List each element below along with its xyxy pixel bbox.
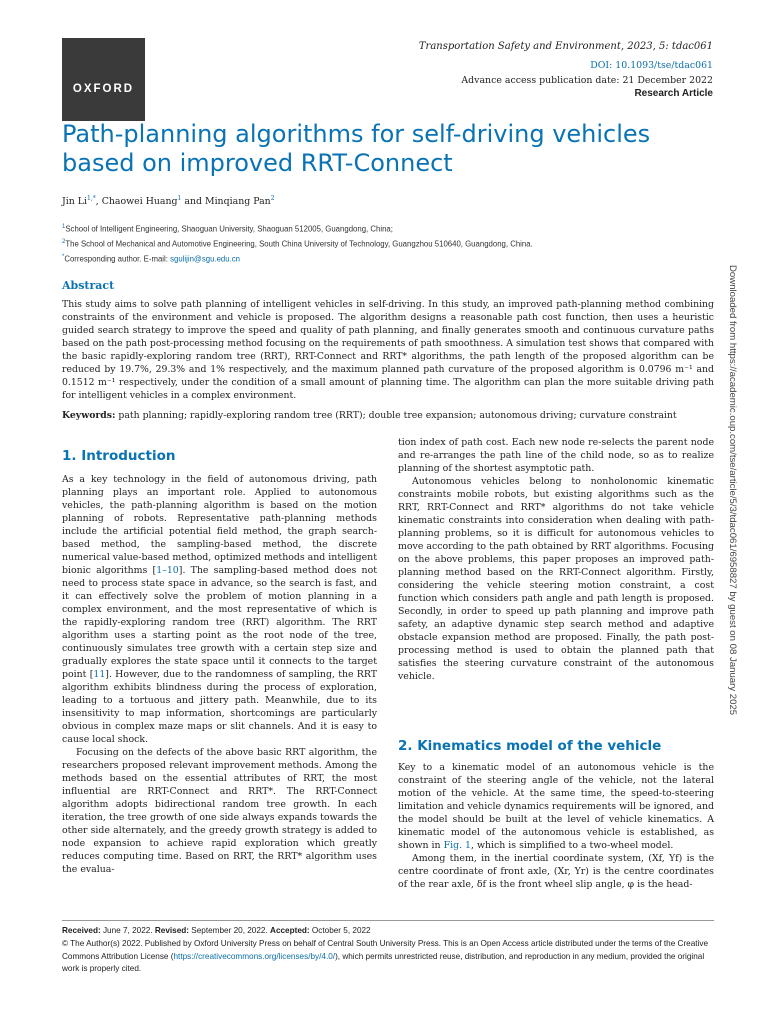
author-name: , Chaowei Huang	[95, 196, 178, 208]
author-name: Jin Li	[62, 196, 87, 208]
left-column	[62, 473, 377, 876]
revised-label: Revised:	[154, 926, 189, 935]
paragraph-text: ]. However, due to the randomness of sampling, the RRT algorithm exhibits blindness during the process of exploration, leading to a tortuous and jittery path. Meanwhile, due to its insensitivity to map information, shortcomings are particularly obvious in complex maze maps or slit channels. And it is easy to cause local shock.	[62, 669, 377, 745]
footer-divider	[62, 920, 714, 921]
figure-link[interactable]: Fig. 1	[443, 840, 471, 851]
author-affil-mark: 2	[270, 195, 275, 202]
corresponding-author	[62, 251, 533, 266]
paragraph	[398, 761, 714, 852]
accepted-date: October 5, 2022	[309, 926, 371, 935]
affiliations	[62, 221, 533, 265]
dates-line	[62, 925, 714, 938]
copyright-text: ), which permits unrestricted reuse, distribution, and reproduction in any medium, provided the original work is properly cited.	[62, 951, 705, 974]
affil-text: Corresponding author. E-mail:	[64, 254, 171, 264]
journal-citation: Transportation Safety and Environment, 2023, 5: tdac061	[418, 41, 713, 52]
copyright-notice	[62, 938, 714, 976]
paragraph-text: ]. The sampling-based method does not need to process state space in advance, so the search is fast, and it can effectively solve the problem of motion planning in a complex environment, and the most representative of which is the rapidly-exploring random tree (RRT) algorithm. The RRT algorithm uses a starting point as the root node of the tree, continuously simulates tree growth with a certain step size and gradually explores the state space until it connects to the target point [	[62, 565, 377, 680]
revised-date: September 20, 2022.	[189, 926, 271, 935]
keywords	[62, 410, 722, 421]
paragraph: Among them, in the inertial coordinate system, (Xf, Yf) is the centre coordinate of front axle, (Xr, Yr) is the centre coordinates of the rear axle, δf is the front wheel slip angle, φ is the head-	[398, 853, 714, 890]
author-name: and Minqiang Pan	[181, 196, 271, 208]
accepted-label: Accepted:	[270, 926, 310, 935]
license-link[interactable]: https://creativecommons.org/licenses/by/4.0/	[173, 951, 336, 961]
paragraph-text: Key to a kinematic model of an autonomous vehicle is the constraint of the steering angle of the vehicle, not the lateral motion of the vehicle. At the same time, the speed-to-steering limitation and vehicle dynamics requirements will be ignored, and the model should be built at the level of vehicle kinematics. A kinematic model of the autonomous vehicle is established, as shown in	[398, 762, 714, 851]
affiliation-1	[62, 221, 533, 236]
keywords-label: Keywords:	[62, 410, 116, 421]
author-affil-mark: 1	[177, 195, 182, 202]
right-column-bottom	[398, 761, 714, 891]
paragraph-text: As a key technology in the field of autonomous driving, path planning plays an important role. Applied to autonomous vehicles, the path-planning algorithm is based on the motion planning of robots. Representative path-planning methods include the artificial potential field method, the graph search-based method, the sampling-based method, the discrete numerical value-based method, optimized methods and intelligent bionic algorithms [	[62, 474, 377, 576]
article-title: Path-planning algorithms for self-driving vehicles based on improved RRT-Connect	[62, 120, 651, 177]
paragraph: tion index of path cost. Each new node re-selects the parent node and re-arranges the path line of the child node, so as to realize planning of the shortest asymptotic path.	[398, 437, 714, 474]
right-column-top	[398, 436, 714, 683]
abstract-heading: Abstract	[62, 279, 115, 292]
citation-link[interactable]: 1–10	[156, 565, 179, 576]
affil-text: School of Intelligent Engineering, Shaoguan University, Shaoguan 512005, Guangdong, China;	[65, 224, 393, 234]
affil-mark: 1	[62, 224, 66, 230]
received-date: June 7, 2022.	[100, 926, 155, 935]
email-link[interactable]: sgulijin@sgu.edu.cn	[170, 254, 240, 264]
logo-text: OXFORD	[72, 83, 135, 95]
article-type: Research Article	[634, 88, 713, 99]
affil-mark: *	[62, 253, 65, 260]
paragraph-text: , which is simplified to a two-wheel model.	[471, 840, 674, 851]
citation-link[interactable]: 11	[93, 669, 106, 680]
advance-access-date: Advance access publication date: 21 December 2022	[461, 75, 713, 86]
oxford-logo[interactable]	[62, 38, 145, 121]
section-heading-kinematics: 2. Kinematics model of the vehicle	[398, 738, 662, 754]
paragraph: Focusing on the defects of the above basic RRT algorithm, the researchers proposed relevant improvement methods. Among the methods based on the essential attributes of RRT, the most influential are RRT-Connect and RRT*. The RRT-Connect algorithm adopts bidirectional random tree growth. In each iteration, the tree growth of one side always expands towards the other side alternately, and the greedy growth strategy is added to node expansion to achieve rapid exploration which greatly reduces computing time. Based on RRT, the RRT* algorithm uses the evalua-	[62, 747, 377, 875]
download-watermark: Downloaded from https://academic.oup.com/tse/article/5/3/tdac061/6958827 by guest on 08 January 2025	[727, 265, 738, 716]
affil-mark: 2	[62, 238, 66, 245]
received-label: Received:	[62, 926, 101, 935]
doi-link[interactable]: DOI: 10.1093/tse/tdac061	[590, 60, 713, 71]
section-heading-introduction: 1. Introduction	[62, 448, 176, 464]
copyright-text: © The Author(s) 2022. Published by Oxford University Press on behalf of Central South University Press. This is an Open Access article distributed under the terms of the Creative Commons Attribution License (	[62, 938, 709, 961]
author-affil-mark: 1,*	[87, 195, 96, 202]
keywords-text: path planning; rapidly-exploring random tree (RRT); double tree expansion; autonomous driving; curvature constraint	[115, 410, 677, 421]
author-list	[62, 195, 275, 207]
affiliation-2	[62, 236, 533, 251]
paragraph	[62, 473, 377, 746]
footer-notes	[62, 925, 714, 976]
affil-text: The School of Mechanical and Automotive Engineering, South China University of Technology, Guangzhou 510640, Guangdong, China.	[65, 239, 533, 249]
abstract-text: This study aims to solve path planning of intelligent vehicles in self-driving. In this study, an improved path-planning method combining constraints of the environment and vehicle is proposed. The algorithm designs a reasonable path cost function, then uses a heuristic guided search strategy to improve the speed and quality of path planning, and finally generates smooth and continuous curvature paths based on the path post-processing method focusing on the requirements of path smoothness. A simulation test shows that compared with the basic rapidly-exploring random tree (RRT), RRT-Connect and RRT* algorithms, the path length of the proposed algorithm can be reduced by 19.7%, 29.3% and 1% respectively, and the maximum planned path curvature of the proposed algorithm is 0.0796 m⁻¹ and 0.1512 m⁻¹ respectively, under the condition of a small amount of planning time. The algorithm can plan the more suitable driving path for intelligent vehicles in a complex environment.	[62, 299, 714, 401]
paragraph: Autonomous vehicles belong to nonholonomic kinematic constraints mobile robots, but existing algorithms such as the RRT, RRT-Connect and RRT* algorithms do not take vehicle kinematic constraints into consideration when dealing with path-planning problems, so it is difficult for autonomous vehicles to move according to the path obtained by RRT algorithms. Focusing on the above problems, this paper proposes an improved path-planning method based on the RRT-Connect algorithm. Firstly, considering the vehicle steering motion constraint, a cost function which considers path angle and path length is proposed. Secondly, in order to speed up path planning and improve path safety, an adaptive dynamic step search method and adaptive obstacle expansion method are proposed. Finally, the path post-processing method is used to obtain the planned path that satisfies the steering curvature constraint of the autonomous vehicle.	[398, 476, 714, 682]
